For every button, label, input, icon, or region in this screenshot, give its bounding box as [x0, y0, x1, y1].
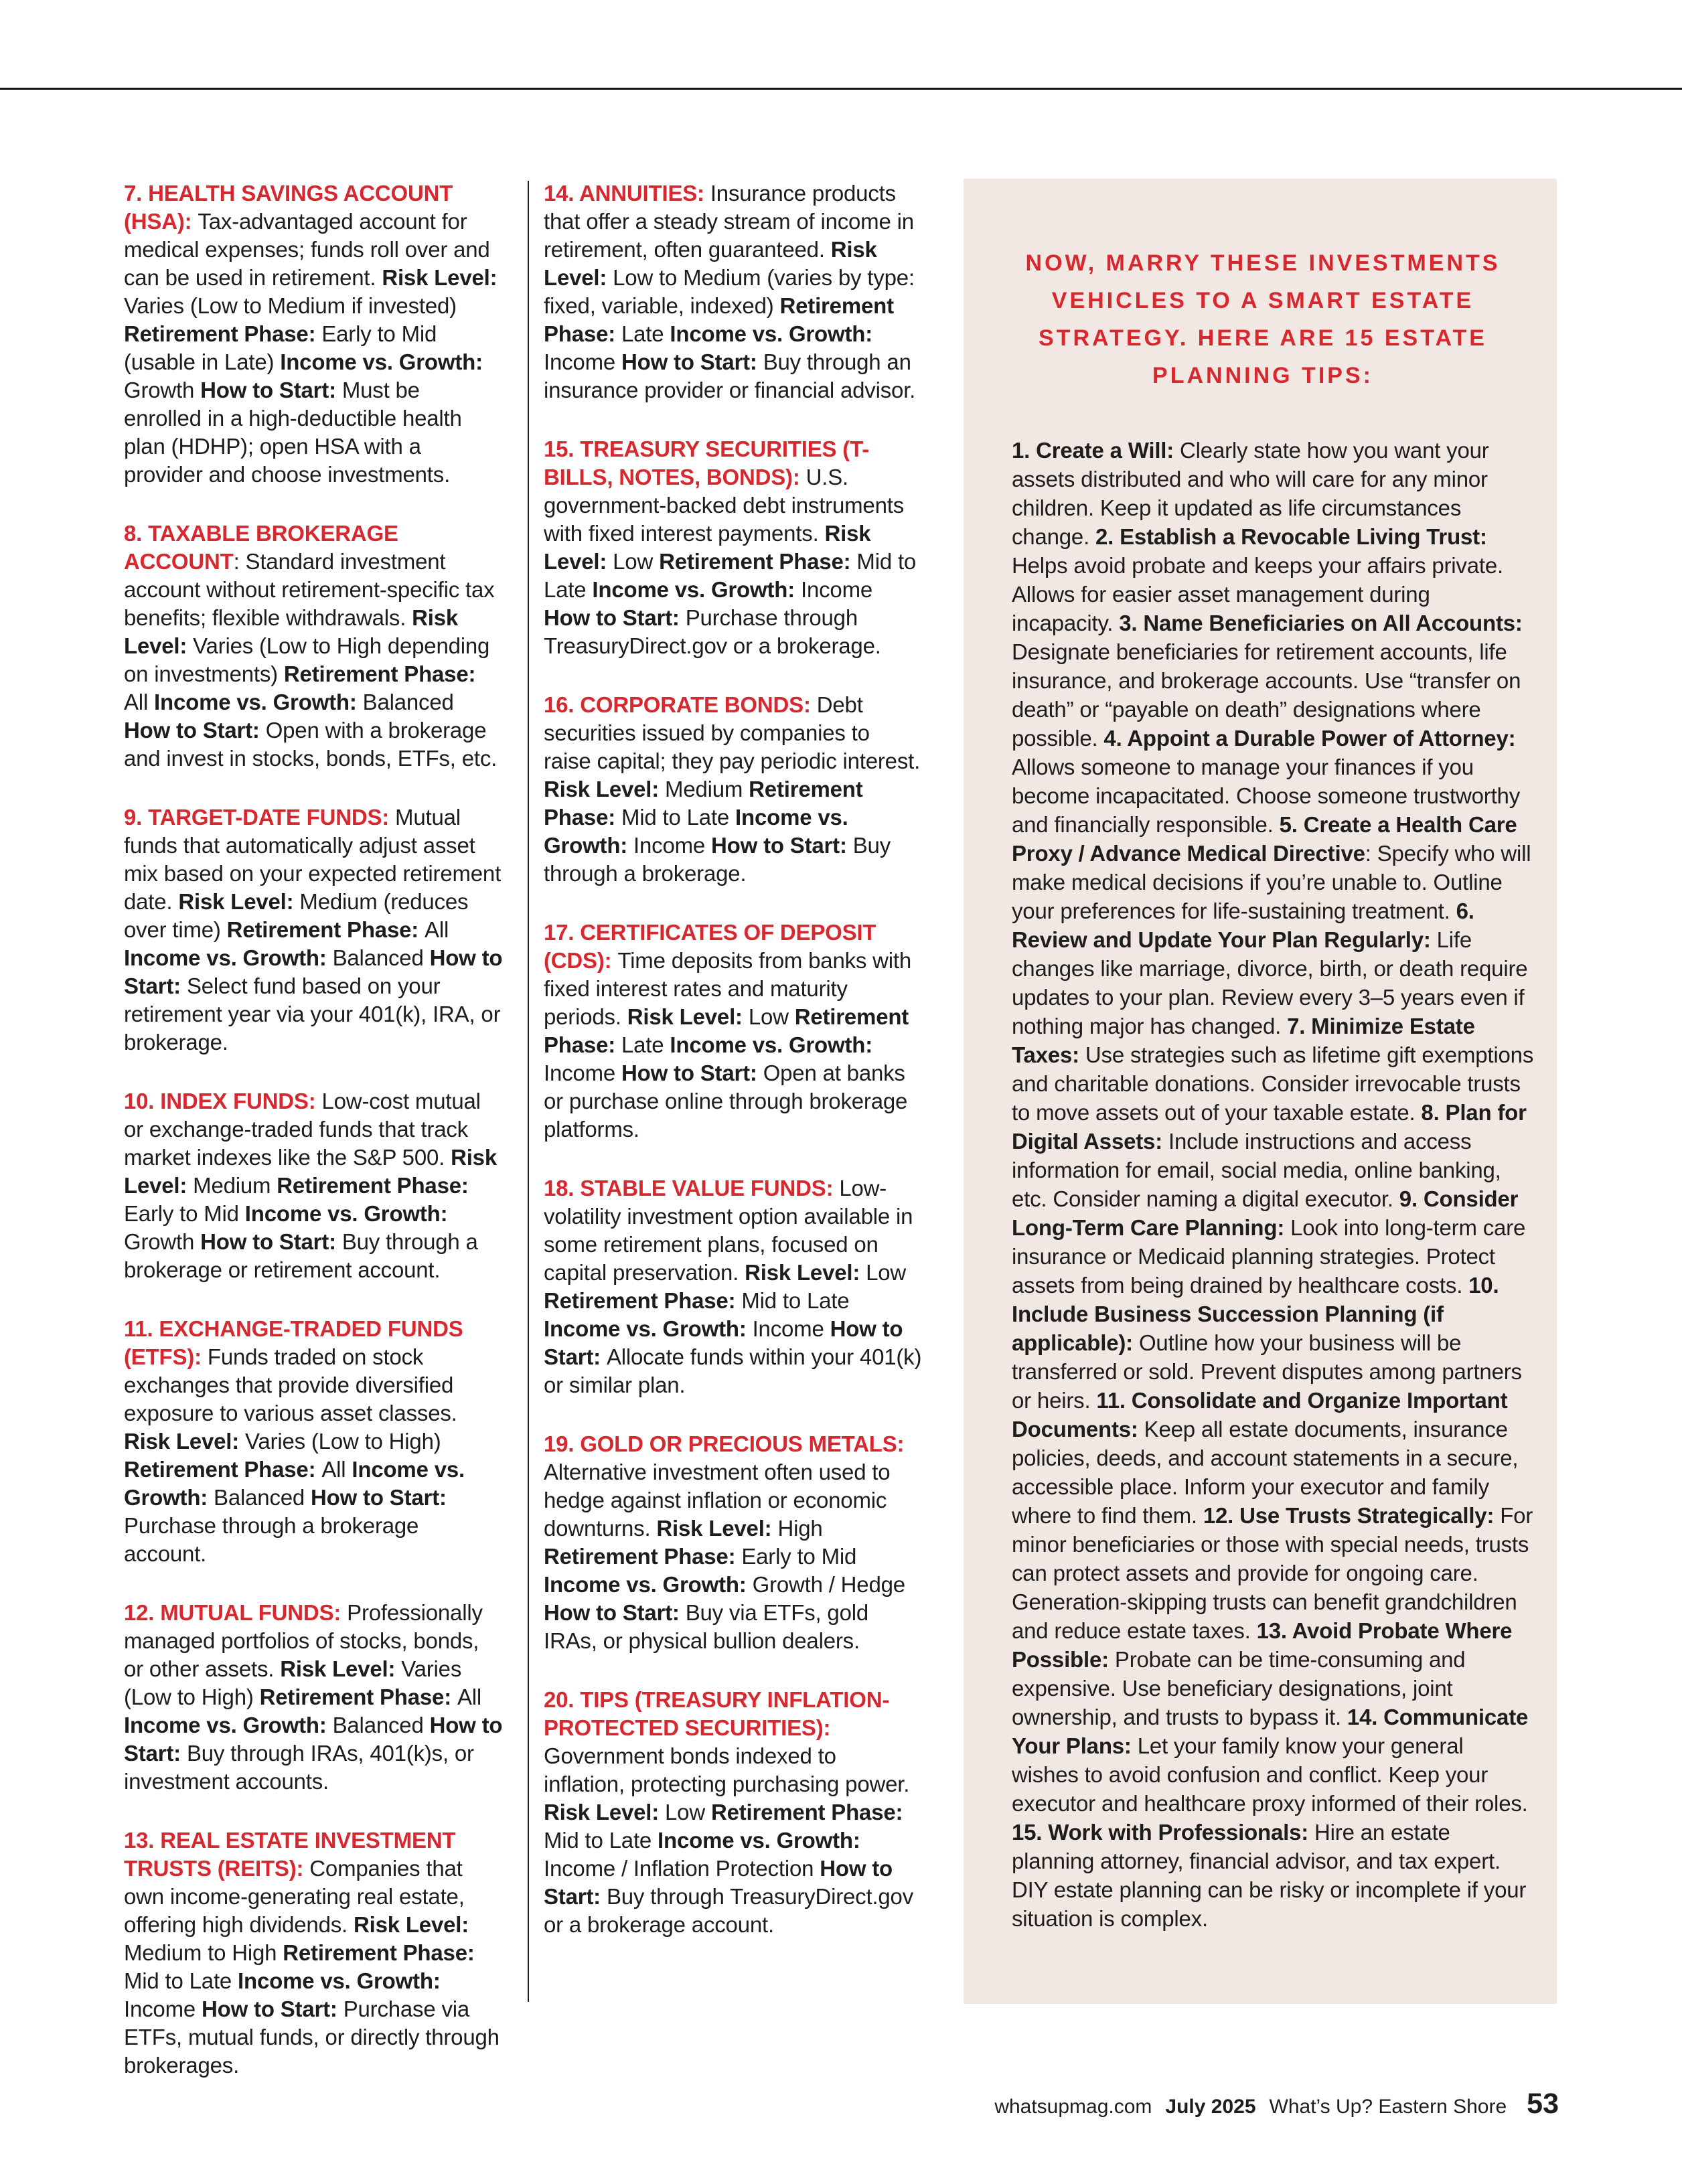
investment-item-9: 9. TARGET-DATE FUNDS: Mutual funds that automatically adjust asset mix based on your expected retirement date. Risk Level: Medium (reduces over time) Retirement Phase: All Income vs. Growth: Balanced How to Start: Select fund based on your retirement year via your 401(k), IRA, or brokerage.: [124, 805, 503, 1055]
investment-item-7: 7. HEALTH SAVINGS ACCOUNT (HSA): Tax-advantaged account for medical expenses; funds roll over and can be used in retirement. Risk Level: Varies (Low to Medium if invested) Retirement Phase: Early to Mid (usable in Late) Income vs. Growth: Growth How to Start: Must be enrolled in a high-deductible health plan (HDHP); open HSA with a provider and choose investments.: [124, 181, 498, 487]
footer-website: whatsupmag.com: [994, 2096, 1152, 2118]
investment-item-8: 8. TAXABLE BROKERAGE ACCOUNT: Standard investment account without retirement-specific tax benefits; flexible withdrawals. Risk Level: Varies (Low to High depending on investments) Retirement Phase: All Income vs. Growth: Balanced How to Start: Open with a brokerage and invest in stocks, bonds, ETFs, etc.: [124, 521, 498, 771]
column-divider: [528, 181, 529, 2002]
estate-tips-text: 1. Create a Will: Clearly state how you want your assets distributed and who will care for any minor children. Keep it updated as life circumstances change. 2. Establish a Revocable Living Trust: Helps avoid probate and keeps your affairs private. Allows for easier asset management during incapacity. 3. Name Beneficiaries on All Accounts: Designate beneficiaries for retirement accounts, life insurance, and brokerage accounts. Use “transfer on death” or “payable on death” designations where possible. 4. Appoint a Durable Power of Attorney: Allows someone to manage your finances if you become incapacitated. Choose someone trustworthy and financially responsible. 5. Create a Health Care Proxy / Advance Medical Directive: Specify who will make medical decisions if you’re unable to. Outline your preferences for life-sustaining treatment. 6. Review and Update Your Plan Regularly: Life changes like marriage, divorce, birth, or death require updates to your plan. Review every 3–5 years even if nothing major has changed. 7. Minimize Estate Taxes: Use strategies such as lifetime gift exemptions and charitable donations. Consider irrevocable trusts to move assets out of your taxable estate. 8. Plan for Digital Assets: Include instructions and access information for email, social media, online banking, etc. Consider naming a digital executor. 9. Consider Long-Term Care Planning: Look into long-term care insurance or Medicaid planning strategies. Protect assets from being drained by healthcare costs. 10. Include Business Succession Planning (if applicable): Outline how your business will be transferred or sold. Prevent disputes among partners or heirs. 11. Consolidate and Organize Important Documents: Keep all estate documents, insurance policies, deeds, and account statements in a secure, accessible place. Inform your executor and family where to find them. 12. Use Trusts Strategically: For minor beneficiaries or those with special needs, trusts can protect assets and provide for ongoing care. Generation-skipping trusts can benefit grandchildren and reduce estate taxes. 13. Avoid Probate Where Possible: Probate can be time-consuming and expensive. Use beneficiary designations, joint ownership, and trusts to bypass it. 14. Communicate Your Plans: Let your family know your general wishes to avoid confusion and conflict. Keep your executor and healthcare proxy informed of their roles. 15. Work with Professionals: Hire an estate planning attorney, financial advisor, and tax expert. DIY estate planning can be risky or incomplete if your situation is complex.: [1012, 438, 1534, 1931]
investment-item-19: 19. GOLD OR PRECIOUS METALS: Alternative investment often used to hedge against inflation or economic downturns. Risk Level: High Retirement Phase: Early to Mid Income vs. Growth: Growth / Hedge How to Start: Buy via ETFs, gold IRAs, or physical bullion dealers.: [544, 1431, 905, 1653]
investment-item-13: 13. REAL ESTATE INVESTMENT TRUSTS (REITS): Companies that own income-generating real estate, offering high dividends. Risk Level: Medium to High Retirement Phase: Mid to Late Income vs. Growth: Income How to Start: Purchase via ETFs, mutual funds, or directly through brokerages.: [124, 1828, 500, 2078]
footer-page-number: 53: [1527, 2088, 1559, 2120]
investment-item-14: 14. ANNUITIES: Insurance products that offer a steady stream of income in retirement, often guaranteed. Risk Level: Low to Medium (varies by type: fixed, variable, indexed) Retirement Phase: Late Income vs. Growth: Income How to Start: Buy through an insurance provider or financial advisor.: [544, 181, 916, 402]
investment-item-20: 20. TIPS (TREASURY INFLATION-PROTECTED SECURITIES): Government bonds indexed to inflation, protecting purchasing power. Risk Level: Low Retirement Phase: Mid to Late Income vs. Growth: Income / Inflation Protection How to Start: Buy through TreasuryDirect.gov or a brokerage account.: [544, 1687, 913, 1937]
page-footer: [994, 2088, 1559, 2120]
investment-item-16: 16. CORPORATE BONDS: Debt securities issued by companies to raise capital; they pay periodic interest. Risk Level: Medium Retirement Phase: Mid to Late Income vs. Growth: Income How to Start: Buy through a brokerage.: [544, 692, 921, 886]
estate-planning-panel: [964, 179, 1557, 2004]
investment-item-18: 18. STABLE VALUE FUNDS: Low-volatility investment option available in some retirement plans, focused on capital preservation. Risk Level: Low Retirement Phase: Mid to Late Income vs. Growth: Income How to Start: Allocate funds within your 401(k) or similar plan.: [544, 1176, 922, 1397]
footer-magazine-title: What’s Up? Eastern Shore: [1269, 2096, 1507, 2118]
investment-item-10: 10. INDEX FUNDS: Low-cost mutual or exchange-traded funds that track market indexes like the S&P 500. Risk Level: Medium Retirement Phase: Early to Mid Income vs. Growth: Growth How to Start: Buy through a brokerage or retirement account.: [124, 1089, 497, 1282]
investments-column-1: [124, 179, 503, 2080]
estate-panel-header: NOW, MARRY THESE INVESTMENTS VEHICLES TO A SMART ESTATE STRATEGY. HERE ARE 15 ESTATE PLANNING TIPS:: [1025, 250, 1501, 388]
investments-column-2: [544, 179, 923, 1939]
investment-item-17: 17. CERTIFICATES OF DEPOSIT (CDS): Time deposits from banks with fixed interest rates and maturity periods. Risk Level: Low Retirement Phase: Late Income vs. Growth: Income How to Start: Open at banks or purchase online through brokerage platforms.: [544, 920, 912, 1142]
investment-item-12: 12. MUTUAL FUNDS: Professionally managed portfolios of stocks, bonds, or other assets. Risk Level: Varies (Low to High) Retirement Phase: All Income vs. Growth: Balanced How to Start: Buy through IRAs, 401(k)s, or investment accounts.: [124, 1600, 503, 1794]
footer-issue-date: July 2025: [1165, 2096, 1256, 2118]
investment-item-11: 11. EXCHANGE-TRADED FUNDS (ETFS): Funds traded on stock exchanges that provide diversified exposure to various asset classes. Risk Level: Varies (Low to High) Retirement Phase: All Income vs. Growth: Balanced How to Start: Purchase through a brokerage account.: [124, 1316, 465, 1566]
top-rule: [0, 88, 1682, 90]
investment-item-15: 15. TREASURY SECURITIES (T-BILLS, NOTES, BONDS): U.S. government-backed debt instruments with fixed interest payments. Risk Level: Low Retirement Phase: Mid to Late Income vs. Growth: Income How to Start: Purchase through TreasuryDirect.gov or a brokerage.: [544, 437, 917, 658]
